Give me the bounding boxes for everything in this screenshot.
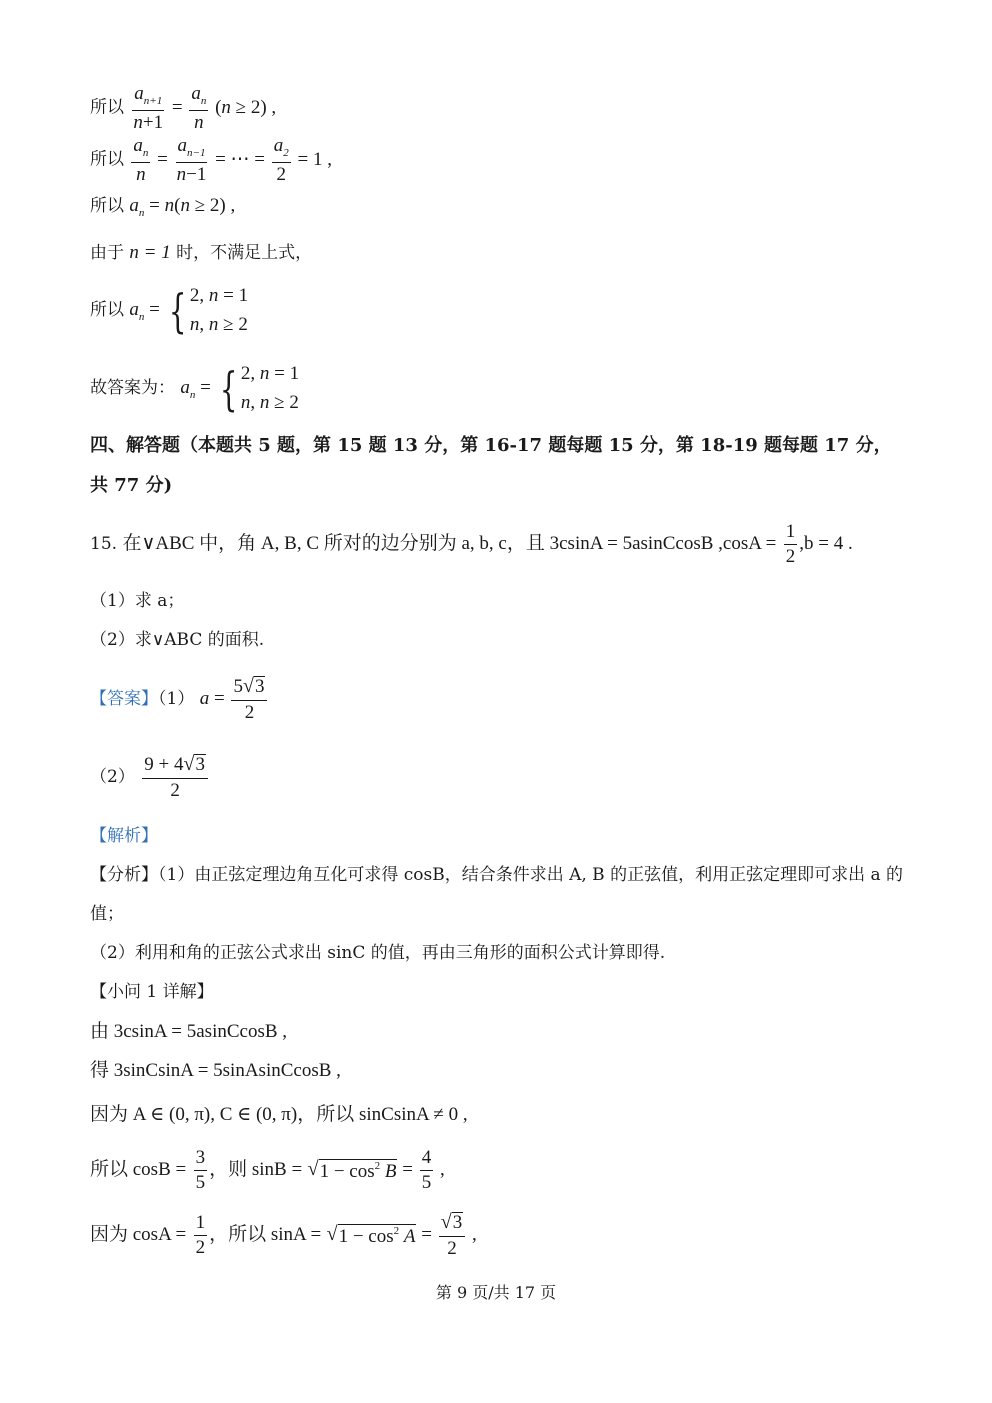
derivation-line-3: 所以 $a_n = n(n \ge 2)$ ,: [90, 195, 236, 219]
derivation-line-4: 由于 n = 1 时，不满足上式，: [90, 242, 313, 263]
answer-summary-line: 故答案为： $a_n$ = { 2, n = 1 n, n ≥ 2: [90, 361, 300, 416]
page-footer: 第 9 页/共 17 页: [435, 1283, 557, 1302]
question-15-part-1: （1）求 a；: [90, 591, 185, 611]
detail-line-3: 因为 A ∈ (0, π), C ∈ (0, π)，所以 sinCsinA ≠ 0 ,: [90, 1104, 468, 1125]
analysis-text: 【分析】（1）由正弦定理边角互化可求得 cosB，结合条件求出 A, B 的正弦值，利用正弦定理即可求出 a 的: [90, 865, 904, 885]
question-15-part-2: （2）求∨ABC 的面积.: [90, 630, 265, 650]
analysis-text-part-2: （2）利用和角的正弦公式求出 sinC 的值，再由三角形的面积公式计算即得.: [90, 943, 666, 963]
derivation-line-1: 所以 $\frac{a_{n+1}}{n+1}$ = $\frac{a_n}{n}$ (n ≥ 2) ,: [90, 83, 277, 133]
detail-line-4: 所以 cosB = $\frac{3}{5}$ ，则 sinB = √ $1 - \cos^2 B$ = $\frac{4}{5}$ ,: [90, 1147, 445, 1194]
question-15: 15. 在∨ABC 中，角 A, B, C 所对的边分别为 a, b, c，且 3csinA = 5asinCcosB ,cosA = $\frac{1}{2}$ ,b = 4 .: [90, 521, 853, 567]
section-title: 四、解答题（本题共 5 题，第 15 题 13 分，第 16-17 题每题 15 分，第 18-19 题每题 17 分，: [90, 435, 892, 456]
derivation-line-5: 所以 $a_n$ = { 2, n = 1 n, n ≥ 2: [90, 283, 249, 338]
answer-line-2: （2） 9 + 4 √ 3 2: [90, 754, 210, 801]
analysis-label: 【解析】: [90, 826, 158, 846]
detail-heading: 【小问 1 详解】: [90, 982, 214, 1002]
section-title-cont: 共 77 分): [90, 475, 173, 496]
answer-line-1: 【答案】（1） a = 5 √ 3 2: [90, 676, 269, 723]
derivation-line-2: 所以 $\frac{a_n}{n}$ = $\frac{a_{n-1}}{n-1}$ = ⋯ = $\frac{a_2}{2}$ = 1 ,: [90, 135, 332, 185]
detail-line-5: 因为 cosA = $\frac{1}{2}$ ，所以 sinA = √ $1 - \cos^2 A$ = √ 3 2 ,: [90, 1211, 477, 1259]
detail-line-1: 由 3csinA = 5asinCcosB ,: [90, 1021, 288, 1042]
analysis-text-cont: 值；: [90, 904, 124, 924]
answer-label: 【答案】: [90, 688, 158, 709]
detail-line-2: 得 3sinCsinA = 5sinAsinCcosB ,: [90, 1060, 341, 1081]
